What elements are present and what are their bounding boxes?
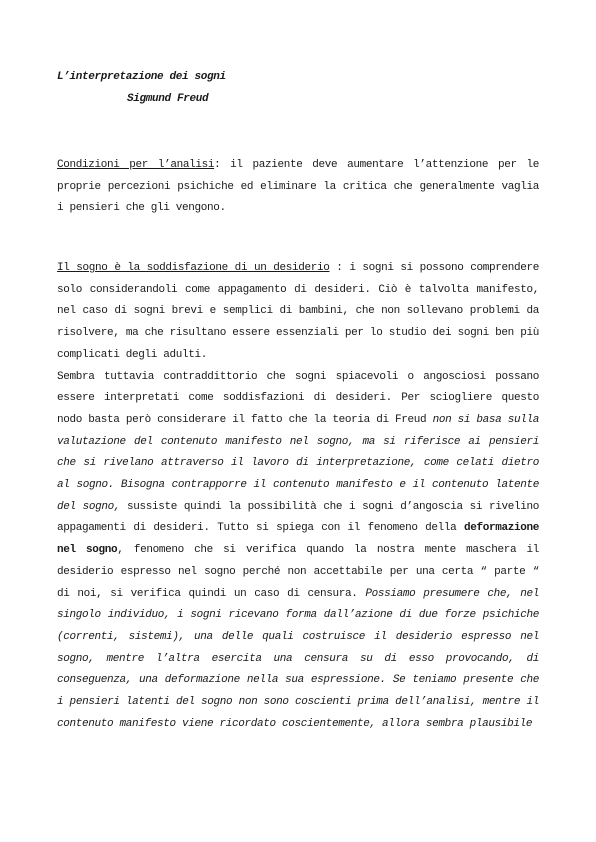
document-title: L’interpretazione dei sogni <box>57 71 226 83</box>
paragraph-text: , fenomeno che si verifica quando la nostra mente maschera il desiderio espresso nel sogno perché non accettabile per una certa “ parte “ di noi, si verifica quindi un caso di censura. <box>57 544 539 600</box>
paragraph <box>57 155 539 220</box>
paragraph-text: sussiste quindi la possibilità che i sogni d’angoscia si rivelino appagamenti di desideri. Tutto si spiega con il fenomeno della <box>57 500 539 535</box>
paragraph-text: Sembra tuttavia contraddittorio che sogni spiacevoli o angosciosi possano essere interpretati come soddisfazioni di desideri. Per sciogliere questo nodo basta però considerare il fatto che la teoria di Freud <box>57 370 539 426</box>
section-heading: Condizioni per l’analisi <box>57 159 215 171</box>
paragraph-text: : il paziente deve aumentare l’attenzione per le proprie percezioni psichiche ed eliminare la critica che generalmente vaglia i pensieri che gli vengono. <box>57 159 539 215</box>
italic-text: non si basa sulla valutazione del contenuto manifesto nel sogno, ma si riferisce ai pensieri che si rivelano attraverso il lavoro di interpretazione, come celati dietro al sogno. Bisogna contrapporre il contenuto manifesto e il contenuto latente del sogno, <box>57 413 539 513</box>
italic-text: Possiamo presumere che, nel singolo individuo, i sogni ricevano forma dall’azione di due forze psichiche (correnti, sistemi), una delle quali costruisce il desiderio espresso nel sogno, mentre l’altra esercita una censura su di esso provocando, di conseguenza, una deformazione nella sua espressione. Se teniamo presente che i pensieri latenti del sogno non sono coscienti prima dell’analisi, mentre il contenuto manifesto viene ricordato coscientemente, allora sembra plausibile <box>57 587 539 730</box>
section-analysis-conditions <box>57 155 539 220</box>
paragraph <box>57 258 539 367</box>
section-dream-wish-fulfillment <box>57 258 539 735</box>
paragraph <box>57 367 539 736</box>
bold-term: deformazione nel sogno <box>57 522 539 557</box>
document-author: Sigmund Freud <box>127 93 209 105</box>
section-heading: Il sogno è la soddisfazione di un desiderio <box>57 262 330 274</box>
paragraph-text: : i sogni si possono comprendere solo considerandoli come appagamento di desideri. Ciò è talvolta manifesto, nel caso di sogni brevi e semplici di bambini, che non sollevano problemi da risolvere, ma che risultano essere essenziali per lo studio dei sogni ben più complicati degli adulti. <box>57 262 539 361</box>
